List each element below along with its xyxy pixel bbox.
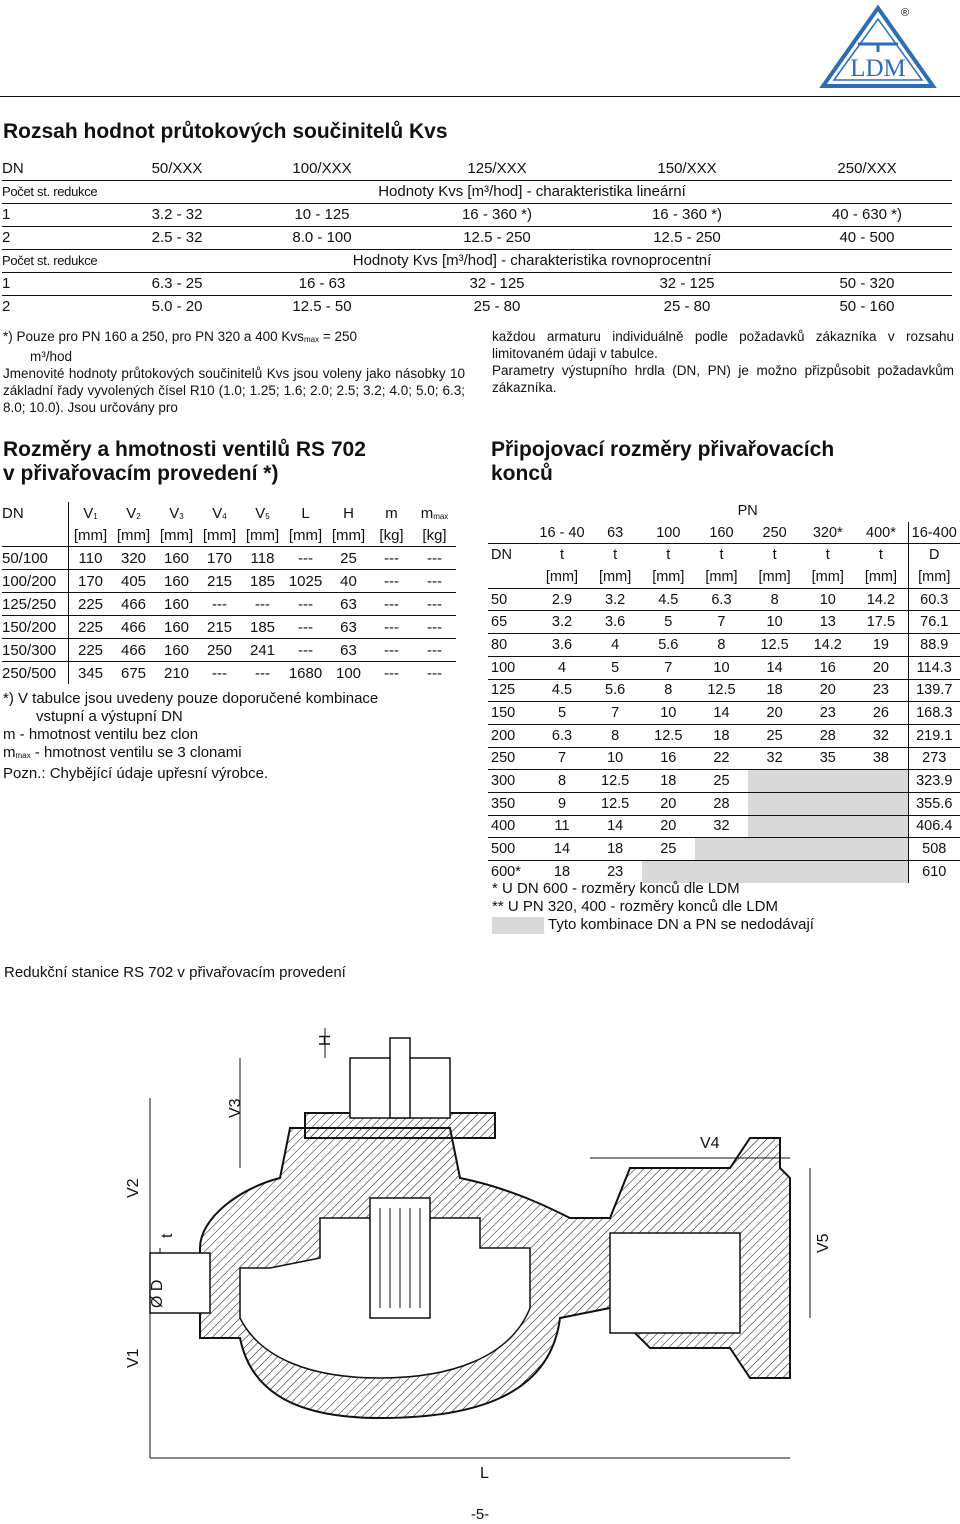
- svg-text:V2: V2: [125, 1178, 142, 1198]
- table-row: 65 3.2 3.6 5 7 10 13 17.5 76.1: [488, 611, 960, 634]
- table-row: 125 4.5 5.6 8 12.5 18 20 23 139.7: [488, 679, 960, 702]
- table-row: 400 11 14 20 32 406.4: [488, 815, 960, 838]
- svg-text:V3: V3: [227, 1098, 244, 1118]
- table-row: 50/100 110 320 160 170 118 --- 25 --- ---: [2, 547, 456, 570]
- table-row: 150 5 7 10 14 20 23 26 168.3: [488, 702, 960, 725]
- ldm-logo: [818, 4, 938, 90]
- table-row: 50 2.9 3.2 4.5 6.3 8 10 14.2 60.3: [488, 588, 960, 611]
- weld-table: PN 16 - 40 63 100 160 250 320* 400* 16-400 DN t t t t t t t D [mm] [mm] [mm] [mm] [mm] [mm] [mm] [mm] 50 2.9 3.2 4.5 6.3 8 10 14.2 60.3 65 3.2 3.6 5 7 10 13 17.5 76.1 80 3.6 4 5.6 8 12.5 14.2 19 88.9 100 4 5 7 10 14 16 20 114.3 125 4.5 5.6 8 12.5 18 20 23 139.7 150 5 7 10 14 20 23 26 168.3 200 6.3 8 12.5 18 25 28 32 219.1 250 7 10 16 22 32 35 38 273 300 8 12.5 18 25 323.9 350 9 12.5 20 28 355.6 400 11 14 20 32 406.4 500 14 18 25 508 600* 18 23 610: [488, 500, 960, 883]
- svg-text:t: t: [159, 1233, 176, 1238]
- svg-text:H: H: [317, 1034, 334, 1046]
- table-row: 150/200 225 466 160 215 185 --- 63 --- ---: [2, 616, 456, 639]
- valve-section-drawing: [90, 1018, 870, 1490]
- table-row: 600* 18 23 610: [488, 861, 960, 883]
- weld-notes: * U DN 600 - rozměry konců dle LDM ** U PN 320, 400 - rozměry konců dle LDM Tyto kombinace DN a PN se nedodávají: [492, 880, 814, 933]
- page-number: -5-: [470, 1506, 490, 1523]
- drawing-caption: Redukční stanice RS 702 v přivařovacím provedení: [4, 964, 346, 981]
- dims-notes: *) V tabulce jsou uvedeny pouze doporučené kombinace vstupní a výstupní DN m - hmotnost ventilu bez clon $m_{max}$ - hmotnost ventilu se 3 clonami Pozn.: Chybějící údaje upřesní výrobce.: [3, 690, 379, 782]
- header-rule: [0, 96, 960, 97]
- weld-title: Připojovací rozměry přivařovacích konců: [491, 438, 835, 485]
- table-row: 150/300 225 466 160 250 241 --- 63 --- ---: [2, 639, 456, 662]
- kvs-title: Rozsah hodnot průtokových součinitelů Kvs: [3, 120, 448, 143]
- svg-text:V1: V1: [125, 1348, 142, 1368]
- table-row: 350 9 12.5 20 28 355.6: [488, 792, 960, 815]
- kvs-note-right: každou armaturu individuálně podle požadavků zákazníka v rozsahu limitovaném údaji v tabulce. Parametry výstupního hrdla (DN, PN) je možno přizpůsobit požadavkům zákazníka.: [492, 329, 954, 395]
- table-row: 500 14 18 25 508: [488, 838, 960, 861]
- dims-title: Rozměry a hmotnosti ventilů RS 702 v přivařovacím provedení *): [3, 438, 366, 485]
- table-row: 80 3.6 4 5.6 8 12.5 14.2 19 88.9: [488, 634, 960, 657]
- table-row: 250 7 10 16 22 32 35 38 273: [488, 747, 960, 770]
- table-row: 250/500 345 675 210 --- --- 1680 100 --- ---: [2, 662, 456, 685]
- table-row: 300 8 12.5 18 25 323.9: [488, 770, 960, 793]
- logo-text: LDM: [850, 55, 906, 82]
- svg-text:L: L: [480, 1465, 489, 1482]
- kvs-note-left: *) Pouze pro PN 160 a 250, pro PN 320 a 400 Kvs$_{max}$ = 250 m³/hod Jmenovité hodnoty průtokových součinitelů Kvs jsou voleny jako násobky 10 základní řady vyvolených čísel R10 (1.0; 1.25; 1.6; 2.0; 2.5; 3.2; 4.0; 5.0; 6.3; 8.0; 10.0). Jsou určovány pro: [3, 329, 465, 415]
- kvs-table: DN 50/XXX 100/XXX 125/XXX 150/XXX 250/XXX Počet st. redukce Hodnoty Kvs [m³/hod] - charakteristika lineární 1 3.2 - 32 10 - 125 16 - 360 *) 16 - 360 *) 40 - 630 *) 2 2.5 - 32 8.0 - 100 12.5 - 250 12.5 - 250 40 - 500 Počet st. redukce Hodnoty Kvs [m³/hod] - charakteristika rovnoprocentní 1 6.3 - 25 16 - 63 32 - 125 32 - 125 50 - 320 2 5.0 - 20 12.5 - 50 25 - 80 25 - 80 50 - 160: [2, 158, 952, 318]
- svg-text:V5: V5: [815, 1233, 832, 1253]
- svg-text:V4: V4: [700, 1135, 720, 1152]
- svg-text:Ø D: Ø D: [149, 1279, 166, 1308]
- svg-text:®: ®: [901, 7, 910, 19]
- table-row: 125/250 225 466 160 --- --- --- 63 --- ---: [2, 593, 456, 616]
- grey-legend-box: [492, 917, 544, 934]
- dims-table: DN $V_1$ $V_2$ $V_3$ $V_4$ $V_5$ L H m $m_{max}$ [mm] [mm] [mm] [mm] [mm] [mm] [mm] [kg] [kg] 50/100 110 320 160 170 118 --- 25 --- --- 100/200 170 405 160 215 185 1025 40 --- --- 125/250 225 466 160 --- --- --- 63 --- --- 150/200 225 466 160 215 185 --- 63 --- --- 150/300 225 466 160 250 241 --- 63 --- --- 250/500 345 675 210 --- --- 1680 100 --- ---: [2, 502, 456, 684]
- table-row: 200 6.3 8 12.5 18 25 28 32 219.1: [488, 724, 960, 747]
- table-row: 100 4 5 7 10 14 16 20 114.3: [488, 656, 960, 679]
- table-row: 100/200 170 405 160 215 185 1025 40 --- ---: [2, 570, 456, 593]
